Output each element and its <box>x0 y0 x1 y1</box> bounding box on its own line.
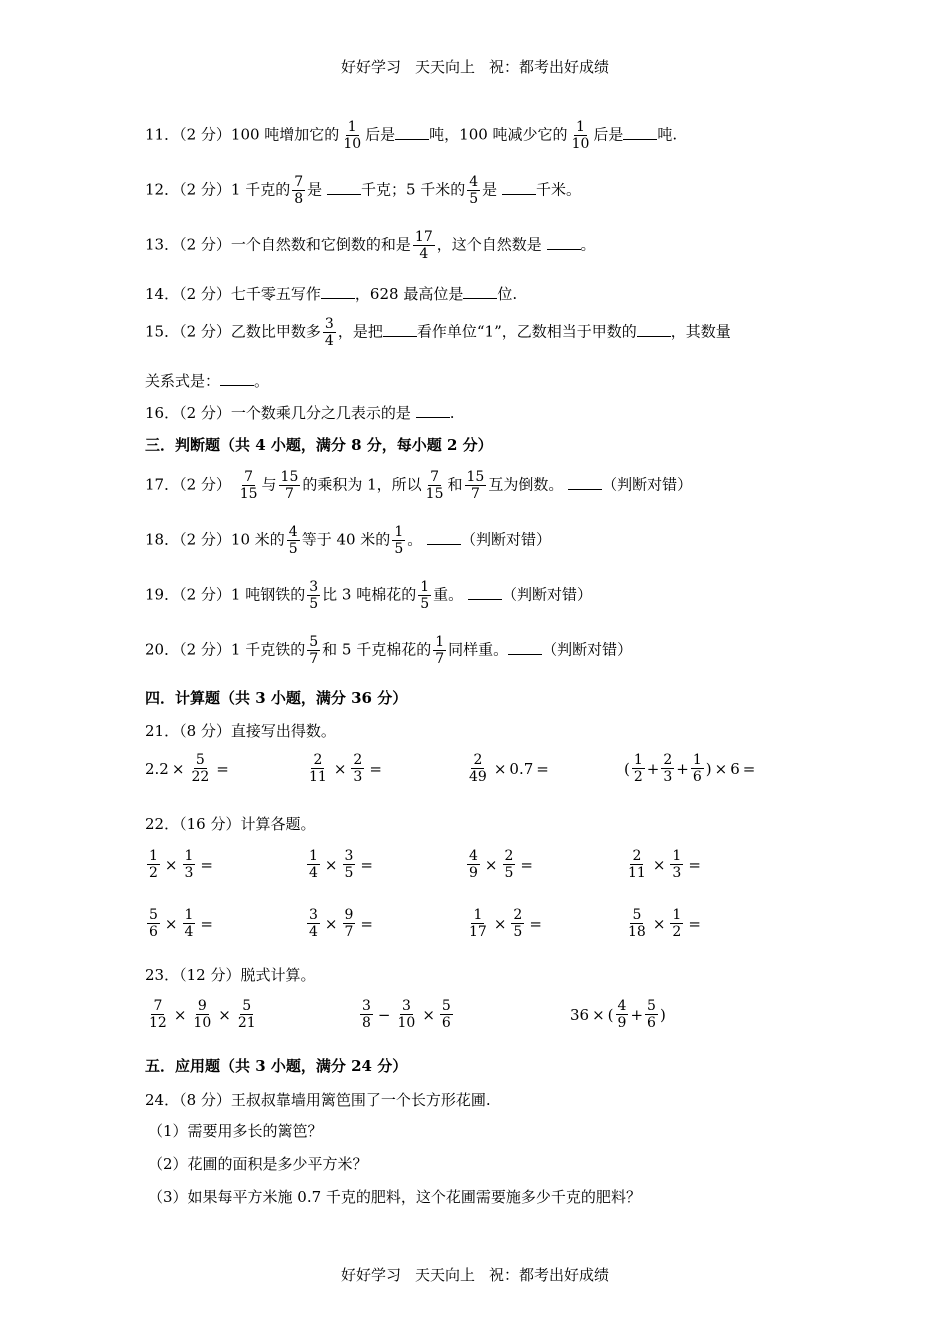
answer-blank[interactable] <box>623 127 657 140</box>
question-19: 19．（2 分）1 吨钢铁的 $\frac{3}{5}$ 比 3 吨棉花的 $\frac{1}{5}$ 重。 （判断对错） <box>145 579 592 612</box>
q22-expr-6: $\frac{3}{4}$ × $\frac{9}{7}$ = <box>309 907 373 940</box>
fraction: $\frac{2}{3}$ <box>353 752 363 785</box>
q21-expr-4: ( $\frac{1}{2}$ + $\frac{2}{3}$ + $\frac{1}{6}$ ) × 6 = <box>624 752 756 785</box>
fraction: $\frac{3}{5}$ <box>309 579 319 612</box>
fraction: $\frac{7}{8}$ <box>294 174 304 207</box>
fraction: $\frac{5}{7}$ <box>309 634 319 667</box>
fraction: $\frac{1}{6}$ <box>692 752 702 785</box>
question-17: 17．（2 分） $\frac{7}{15}$ 与 $\frac{15}{7}$ 的乘积为 1，所以 $\frac{7}{15}$ 和 $\frac{15}{7}$ 互为倒数。 （判断对错） <box>145 469 693 502</box>
question-14: 14．（2 分）七千零五写作 ，628 最高位是 位. <box>145 285 518 303</box>
answer-blank[interactable] <box>463 286 497 299</box>
fraction: $\frac{5}{22}$ <box>191 752 210 785</box>
answer-blank[interactable] <box>637 324 671 337</box>
question-11: 11．（2 分）100 吨增加它的 $\frac{1}{10}$ 后是 吨，100 吨减少它的 $\frac{1}{10}$ 后是 吨. <box>145 119 678 152</box>
fraction: $\frac{7}{15}$ <box>425 469 444 502</box>
q23-expr-1: $\frac{7}{12}$ × $\frac{9}{10}$ × $\frac{5}{21}$ <box>149 998 256 1031</box>
question-12: 12．（2 分）1 千克的 $\frac{7}{8}$ 是 千克；5 千米的 $\frac{4}{5}$ 是 千米。 <box>145 174 581 207</box>
answer-blank[interactable] <box>508 642 542 655</box>
answer-blank[interactable] <box>220 373 254 386</box>
q24-sub-1: （1）需要用多长的篱笆？ <box>148 1122 323 1140</box>
answer-blank[interactable] <box>547 237 581 250</box>
question-18: 18．（2 分）10 米的 $\frac{4}{5}$ 等于 40 米的 $\frac{1}{5}$ 。 （判断对错） <box>145 524 552 557</box>
question-23-title: 23．（12 分）脱式计算。 <box>145 966 316 984</box>
fraction: $\frac{15}{7}$ <box>280 469 299 502</box>
fraction: $\frac{1}{10}$ <box>343 119 362 152</box>
fraction: $\frac{1}{7}$ <box>435 634 445 667</box>
answer-blank[interactable] <box>468 587 502 600</box>
fraction: $\frac{17}{4}$ <box>414 229 433 262</box>
answer-blank[interactable] <box>568 477 602 490</box>
q22-expr-7: $\frac{1}{17}$ × $\frac{2}{5}$ = <box>469 907 542 940</box>
fraction: $\frac{2}{3}$ <box>663 752 673 785</box>
q21-expr-1: 2.2 × $\frac{5}{22}$ = <box>145 752 229 785</box>
question-15-line2: 关系式是： 。 <box>145 372 270 390</box>
q21-expr-2: $\frac{2}{11}$ × $\frac{2}{3}$ = <box>309 752 382 785</box>
answer-blank[interactable] <box>321 286 355 299</box>
fraction: $\frac{2}{11}$ <box>309 752 327 785</box>
fraction: $\frac{15}{7}$ <box>466 469 485 502</box>
answer-blank[interactable] <box>502 182 536 195</box>
q22-expr-2: $\frac{1}{4}$ × $\frac{3}{5}$ = <box>309 848 373 881</box>
fraction: $\frac{4}{5}$ <box>469 174 479 207</box>
q22-expr-5: $\frac{5}{6}$ × $\frac{1}{4}$ = <box>149 907 213 940</box>
fraction: $\frac{3}{4}$ <box>324 316 334 349</box>
q23-expr-2: $\frac{3}{8}$ − $\frac{3}{10}$ × $\frac{5}{6}$ <box>362 998 451 1031</box>
question-24-title: 24．（8 分）王叔叔靠墙用篱笆围了一个长方形花圃. <box>145 1091 491 1109</box>
fraction: $\frac{1}{5}$ <box>394 524 404 557</box>
q23-expr-3: 36 × ( $\frac{4}{9}$ + $\frac{5}{6}$ ) <box>570 998 666 1031</box>
section-3-heading: 三．判断题（共 4 小题，满分 8 分，每小题 2 分） <box>145 436 493 454</box>
question-15: 15．（2 分）乙数比甲数多 $\frac{3}{4}$ ，是把 看作单位“1”，乙数相当于甲数的 ，其数量 <box>145 316 731 349</box>
q22-expr-8: $\frac{5}{18}$ × $\frac{1}{2}$ = <box>628 907 701 940</box>
section-5-heading: 五．应用题（共 3 小题，满分 24 分） <box>145 1057 408 1075</box>
fraction: $\frac{4}{5}$ <box>288 524 298 557</box>
question-16: 16．（2 分）一个数乘几分之几表示的是 . <box>145 404 455 422</box>
question-22-title: 22．（16 分）计算各题。 <box>145 815 316 833</box>
question-13: 13．（2 分）一个自然数和它倒数的和是 $\frac{17}{4}$ ，这个自然数是 。 <box>145 229 596 262</box>
answer-blank[interactable] <box>395 127 429 140</box>
answer-blank[interactable] <box>327 182 361 195</box>
answer-blank[interactable] <box>427 532 461 545</box>
q22-expr-1: $\frac{1}{2}$ × $\frac{1}{3}$ = <box>149 848 213 881</box>
q21-expr-3: $\frac{2}{49}$ × 0.7 = <box>469 752 549 785</box>
q22-expr-4: $\frac{2}{11}$ × $\frac{1}{3}$ = <box>628 848 701 881</box>
fraction: $\frac{1}{5}$ <box>420 579 430 612</box>
question-21-title: 21．（8 分）直接写出得数。 <box>145 722 336 740</box>
answer-blank[interactable] <box>416 405 450 418</box>
section-4-heading: 四．计算题（共 3 小题，满分 36 分） <box>145 689 408 707</box>
fraction: $\frac{7}{15}$ <box>239 469 258 502</box>
answer-blank[interactable] <box>383 324 417 337</box>
page-footer: 好好学习 天天向上 祝：都考出好成绩 <box>340 1266 610 1284</box>
q24-sub-3: （3）如果每平方米施 0.7 千克的肥料，这个花圃需要施多少千克的肥料？ <box>148 1188 641 1206</box>
q24-sub-2: （2）花圃的面积是多少平方米？ <box>148 1155 368 1173</box>
fraction: $\frac{2}{49}$ <box>469 752 487 785</box>
fraction: $\frac{1}{10}$ <box>571 119 590 152</box>
q22-expr-3: $\frac{4}{9}$ × $\frac{2}{5}$ = <box>469 848 533 881</box>
question-20: 20．（2 分）1 千克铁的 $\frac{5}{7}$ 和 5 千克棉花的 $\frac{1}{7}$ 同样重。 （判断对错） <box>145 634 633 667</box>
fraction: $\frac{1}{2}$ <box>633 752 643 785</box>
page-header: 好好学习 天天向上 祝：都考出好成绩 <box>340 58 610 76</box>
